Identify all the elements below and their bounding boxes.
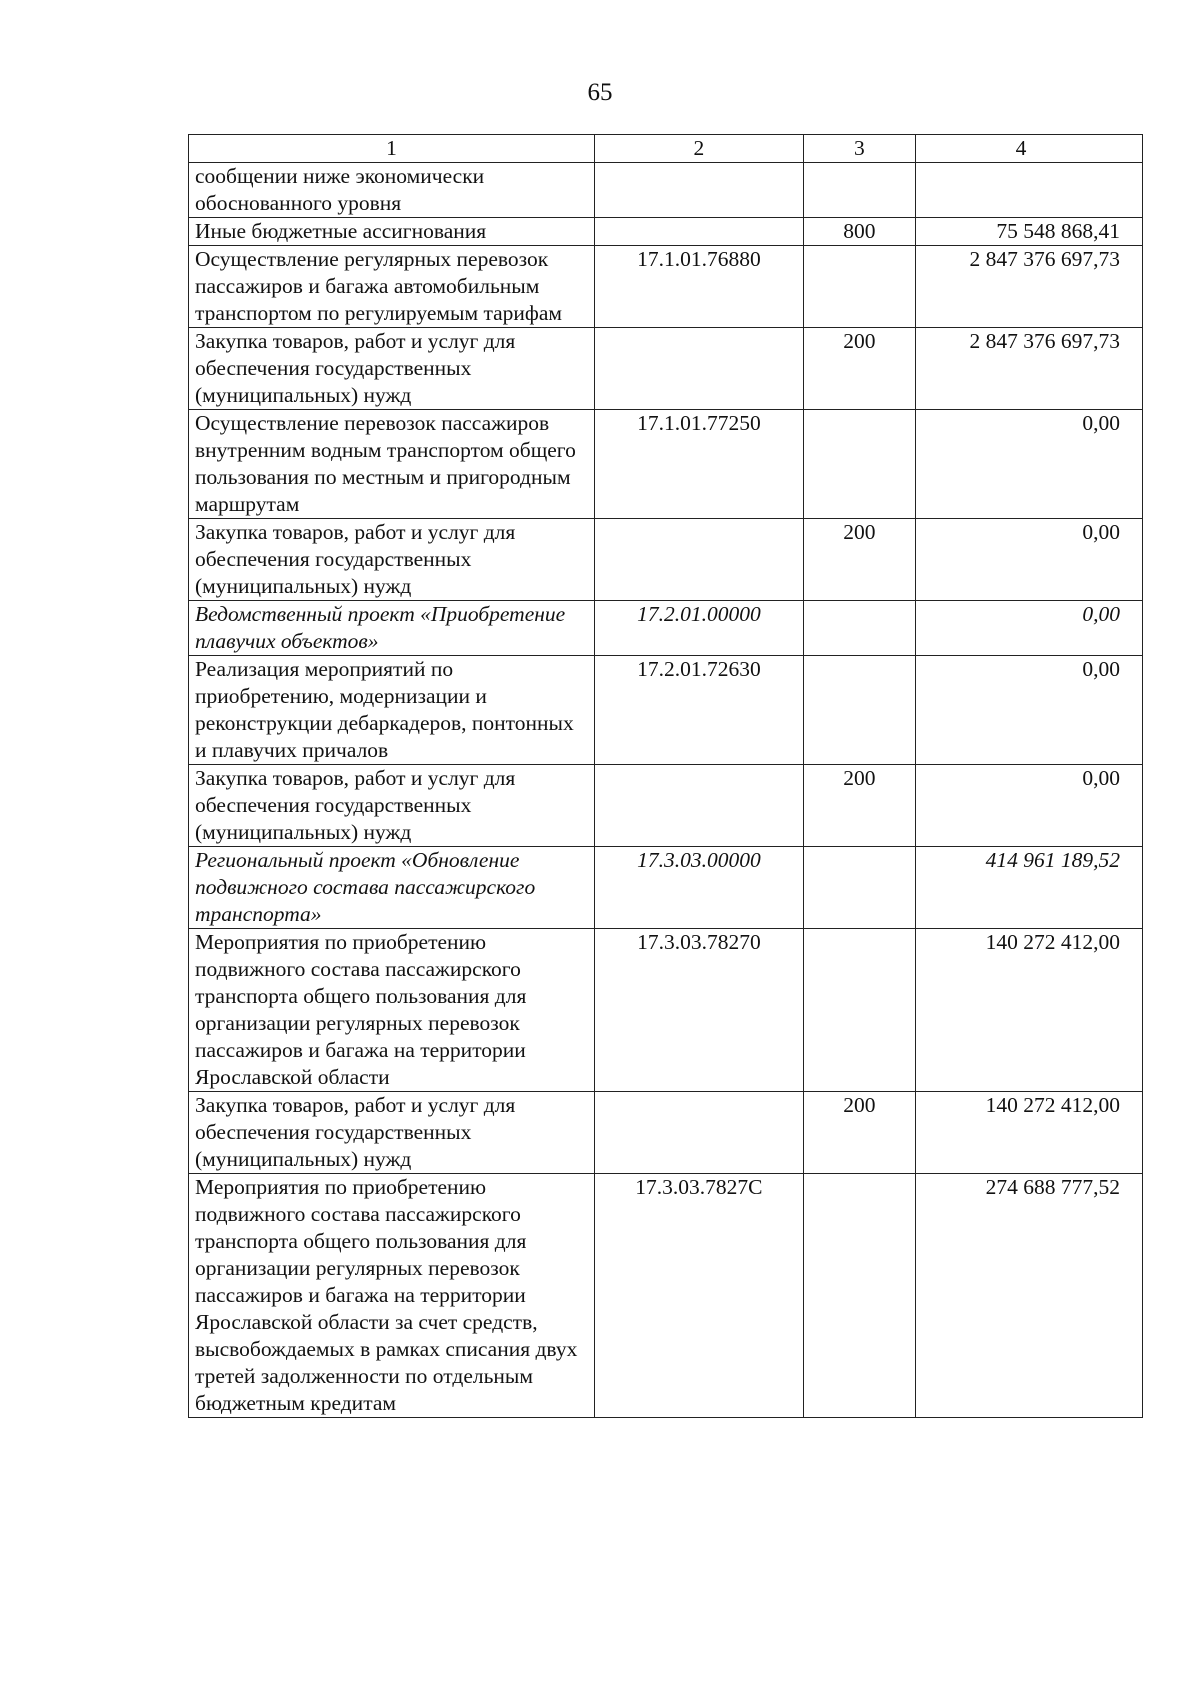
table-row	[189, 410, 1143, 519]
table-row	[189, 656, 1143, 765]
cell-expense-type	[803, 601, 915, 656]
column-header-2: 2	[595, 135, 804, 163]
cell-expense-type: 200	[803, 765, 915, 847]
cell-code	[595, 519, 804, 601]
cell-name: Закупка товаров, работ и услуг для обеспечения государственных (муниципальных) нужд	[189, 765, 595, 847]
cell-expense-type	[803, 163, 915, 218]
cell-code: 17.2.01.00000	[595, 601, 804, 656]
cell-code	[595, 1092, 804, 1174]
table-row	[189, 163, 1143, 218]
cell-code: 17.1.01.76880	[595, 246, 804, 328]
cell-name: Ведомственный проект «Приобретение плавучих объектов»	[189, 601, 595, 656]
cell-amount: 0,00	[916, 519, 1143, 601]
table-row	[189, 765, 1143, 847]
table-header-row	[189, 135, 1143, 163]
budget-table	[188, 134, 1143, 1418]
table-row	[189, 519, 1143, 601]
table-row	[189, 328, 1143, 410]
cell-expense-type: 200	[803, 519, 915, 601]
cell-name: Осуществление перевозок пассажиров внутренним водным транспортом общего пользования по местным и пригородным маршрутам	[189, 410, 595, 519]
cell-expense-type	[803, 410, 915, 519]
cell-code	[595, 328, 804, 410]
cell-code	[595, 218, 804, 246]
cell-amount: 2 847 376 697,73	[916, 328, 1143, 410]
cell-name: Мероприятия по приобретению подвижного состава пассажирского транспорта общего пользования для организации регулярных перевозок пассажиров и багажа на территории Ярославской области	[189, 929, 595, 1092]
cell-code	[595, 163, 804, 218]
cell-name: Реализация мероприятий по приобретению, модернизации и реконструкции дебаркадеров, понтонных и плавучих причалов	[189, 656, 595, 765]
cell-code: 17.1.01.77250	[595, 410, 804, 519]
cell-amount: 0,00	[916, 601, 1143, 656]
cell-code: 17.3.03.00000	[595, 847, 804, 929]
table-row	[189, 246, 1143, 328]
cell-amount: 0,00	[916, 410, 1143, 519]
cell-name: Региональный проект «Обновление подвижного состава пассажирского транспорта»	[189, 847, 595, 929]
cell-code: 17.3.03.7827С	[595, 1174, 804, 1418]
cell-amount	[916, 163, 1143, 218]
table-row	[189, 929, 1143, 1092]
cell-amount: 2 847 376 697,73	[916, 246, 1143, 328]
cell-code: 17.2.01.72630	[595, 656, 804, 765]
cell-name: Закупка товаров, работ и услуг для обеспечения государственных (муниципальных) нужд	[189, 519, 595, 601]
cell-amount: 0,00	[916, 656, 1143, 765]
table-row	[189, 1174, 1143, 1418]
cell-expense-type	[803, 656, 915, 765]
cell-amount: 414 961 189,52	[916, 847, 1143, 929]
cell-expense-type: 200	[803, 328, 915, 410]
cell-amount: 140 272 412,00	[916, 1092, 1143, 1174]
cell-amount: 274 688 777,52	[916, 1174, 1143, 1418]
cell-amount: 0,00	[916, 765, 1143, 847]
page-number: 65	[587, 79, 613, 106]
cell-name: Закупка товаров, работ и услуг для обеспечения государственных (муниципальных) нужд	[189, 328, 595, 410]
cell-expense-type: 800	[803, 218, 915, 246]
cell-expense-type	[803, 246, 915, 328]
cell-code: 17.3.03.78270	[595, 929, 804, 1092]
table-body	[189, 163, 1143, 1418]
table-row	[189, 847, 1143, 929]
cell-expense-type	[803, 929, 915, 1092]
column-header-4: 4	[916, 135, 1143, 163]
column-header-3: 3	[803, 135, 915, 163]
cell-name: Иные бюджетные ассигнования	[189, 218, 595, 246]
cell-amount: 75 548 868,41	[916, 218, 1143, 246]
cell-expense-type: 200	[803, 1092, 915, 1174]
cell-name: сообщении ниже экономически обоснованного уровня	[189, 163, 595, 218]
table-row	[189, 601, 1143, 656]
cell-name: Закупка товаров, работ и услуг для обеспечения государственных (муниципальных) нужд	[189, 1092, 595, 1174]
table-row	[189, 218, 1143, 246]
cell-name: Осуществление регулярных перевозок пассажиров и багажа автомобильным транспортом по регулируемым тарифам	[189, 246, 595, 328]
cell-name: Мероприятия по приобретению подвижного состава пассажирского транспорта общего пользования для организации регулярных перевозок пассажиров и багажа на территории Ярославской области за счет средств, высвобождаемых в рамках списания двух третей задолженности по отдельным бюджетным кредитам	[189, 1174, 595, 1418]
cell-amount: 140 272 412,00	[916, 929, 1143, 1092]
cell-expense-type	[803, 1174, 915, 1418]
cell-expense-type	[803, 847, 915, 929]
table-row	[189, 1092, 1143, 1174]
cell-code	[595, 765, 804, 847]
column-header-1: 1	[189, 135, 595, 163]
